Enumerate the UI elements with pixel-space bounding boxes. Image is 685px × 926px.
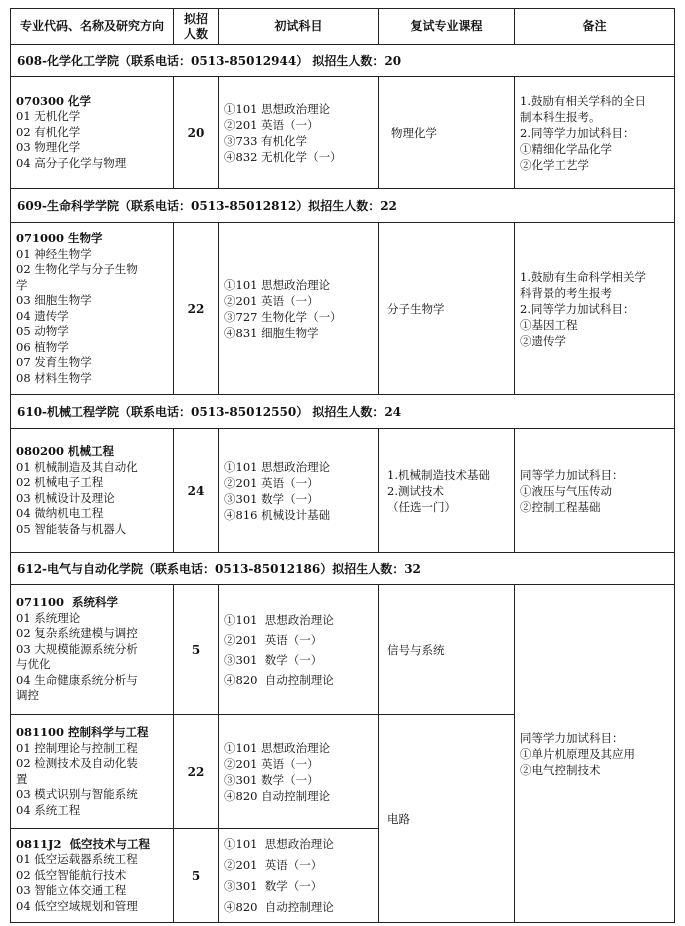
exam-subject: ①101 思想政治理论 — [224, 740, 331, 755]
direction: 03 智能立体交通工程 — [16, 883, 127, 898]
exam-subject: ①101 思想政治理论 — [224, 101, 331, 116]
major-cell — [11, 829, 174, 923]
major-title: 081100 控制科学与工程 — [16, 725, 149, 739]
retest-courses — [379, 429, 515, 553]
direction: 04 遗传学 — [16, 308, 69, 323]
note-line: ①基因工程 — [520, 317, 578, 332]
exam-subject: ④820 自动控制理论 — [224, 672, 334, 687]
direction: 调控 — [16, 688, 39, 703]
section-row-610 — [11, 395, 675, 429]
header-count: 拟招人数 — [174, 9, 219, 45]
retest-course: 电路 — [379, 715, 515, 923]
retest-line: （任选一门） — [387, 499, 456, 514]
exam-subject: ②201 英语（一） — [224, 756, 319, 771]
header-major: 专业代码、名称及研究方向 — [11, 9, 174, 45]
notes-cell — [515, 223, 675, 395]
exam-subject: ④816 机械设计基础 — [224, 507, 331, 522]
direction: 02 有机化学 — [16, 124, 81, 139]
section-row-609 — [11, 189, 675, 223]
note-line: 2.同等学力加试科目： — [520, 125, 635, 140]
note-line: ①单片机原理及其应用 — [520, 746, 635, 761]
direction: 06 植物学 — [16, 339, 69, 354]
exam-subject: ④832 无机化学（一） — [224, 149, 342, 164]
major-cell — [11, 715, 174, 829]
direction: 01 控制理论与控制工程 — [16, 740, 138, 755]
direction: 学 — [16, 277, 28, 292]
major-cell — [11, 429, 174, 553]
exam-subject: ①101 思想政治理论 — [224, 277, 331, 292]
direction: 01 机械制造及其自动化 — [16, 459, 138, 474]
exam-subject: ①101 思想政治理论 — [224, 612, 334, 627]
notes-cell — [515, 429, 675, 553]
direction: 02 机械电子工程 — [16, 475, 104, 489]
direction: 08 材料生物学 — [16, 370, 92, 385]
direction: 与优化 — [16, 657, 51, 672]
retest-line: 1.机械制造技术基础 — [387, 467, 490, 482]
retest-course: 信号与系统 — [379, 585, 515, 715]
direction: 05 智能装备与机器人 — [16, 521, 127, 536]
direction: 02 检测技术及自动化装 — [16, 756, 138, 770]
exam-subject: ③301 数学（一） — [224, 652, 323, 667]
note-line: ②控制工程基础 — [520, 499, 601, 514]
exam-subject: ④831 细胞生物学 — [224, 325, 319, 340]
note-line: 1.鼓励有相关学科的全日 — [520, 93, 646, 108]
enrollment-count: 20 — [174, 77, 219, 189]
direction: 02 低空智能航行技术 — [16, 867, 127, 882]
major-title: 080200 机械工程 — [16, 444, 115, 458]
section-title: 610-机械工程学院（联系电话：0513-85012550） 拟招生人数：24 — [11, 395, 675, 429]
note-line: ②遗传学 — [520, 333, 566, 348]
exam-subjects — [219, 429, 379, 553]
major-cell — [11, 77, 174, 189]
exam-subjects — [219, 223, 379, 395]
direction: 03 机械设计及理论 — [16, 490, 115, 505]
header-exam: 初试科目 — [219, 9, 379, 45]
enrollment-count: 5 — [174, 829, 219, 923]
section-row-608 — [11, 45, 675, 77]
admissions-table — [10, 8, 675, 923]
note-line: ②化学工艺学 — [520, 157, 589, 172]
enrollment-count: 22 — [174, 223, 219, 395]
direction: 03 大规模能源系统分析 — [16, 641, 138, 656]
header-row — [11, 9, 675, 45]
direction: 04 高分子化学与物理 — [16, 155, 127, 170]
exam-subject: ②201 英语（一） — [224, 293, 319, 308]
exam-subjects — [219, 715, 379, 829]
retest-course: 分子生物学 — [379, 223, 515, 395]
program-row-chemistry — [11, 77, 675, 189]
direction: 04 微纳机电工程 — [16, 506, 104, 520]
exam-subject: ②201 英语（一） — [224, 632, 323, 647]
major-title: 0811J2 低空技术与工程 — [16, 836, 150, 851]
direction: 04 系统工程 — [16, 802, 81, 817]
note-line: 2.同等学力加试科目： — [520, 301, 635, 316]
note-line: 制本科生报考。 — [520, 109, 601, 124]
exam-subject: ②201 英语（一） — [224, 117, 319, 132]
direction: 置 — [16, 771, 28, 786]
notes-cell-electrical — [515, 585, 675, 923]
note-line: ①精细化学品化学 — [520, 141, 612, 156]
note-line: 同等学力加试科目： — [520, 730, 624, 745]
enrollment-count: 24 — [174, 429, 219, 553]
program-row-biology — [11, 223, 675, 395]
notes-cell — [515, 77, 675, 189]
major-title: 070300 化学 — [16, 93, 92, 108]
major-title: 071000 生物学 — [16, 231, 103, 245]
enrollment-count: 5 — [174, 585, 219, 715]
direction: 04 生命健康系统分析与 — [16, 672, 138, 687]
exam-subject: ③301 数学（一） — [224, 878, 323, 893]
exam-subject: ②201 英语（一） — [224, 475, 319, 490]
section-title: 609-生命科学学院（联系电话：0513-85012812）拟招生人数：22 — [11, 189, 675, 223]
exam-subject: ③733 有机化学 — [224, 133, 308, 148]
direction: 01 无机化学 — [16, 109, 81, 124]
note-line: 同等学力加试科目： — [520, 467, 624, 482]
direction: 02 生物化学与分子生物 — [16, 262, 138, 276]
section-title: 608-化学化工学院（联系电话：0513-85012944） 拟招生人数：20 — [11, 45, 675, 77]
exam-subject: ①101 思想政治理论 — [224, 836, 334, 851]
header-retest: 复试专业课程 — [379, 9, 515, 45]
program-row-systems-science — [11, 585, 675, 715]
direction: 03 细胞生物学 — [16, 293, 92, 307]
exam-subject: ④820 自动控制理论 — [224, 899, 334, 914]
direction: 01 神经生物学 — [16, 246, 92, 261]
exam-subject: ③727 生物化学（一） — [224, 309, 342, 324]
program-row-mechanical — [11, 429, 675, 553]
header-notes: 备注 — [515, 9, 675, 45]
direction: 01 系统理论 — [16, 610, 81, 625]
direction: 04 低空空域规划和管理 — [16, 898, 138, 913]
major-cell — [11, 223, 174, 395]
note-line: ②电气控制技术 — [520, 762, 601, 777]
direction: 05 动物学 — [16, 324, 69, 338]
note-line: 1.鼓励有生命科学相关学 — [520, 269, 646, 284]
direction: 02 复杂系统建模与调控 — [16, 626, 138, 641]
note-line: ①液压与气压传动 — [520, 483, 612, 498]
direction: 01 低空运载器系统工程 — [16, 852, 138, 867]
exam-subjects — [219, 829, 379, 923]
direction: 03 物理化学 — [16, 140, 81, 155]
exam-subjects — [219, 585, 379, 715]
exam-subjects — [219, 77, 379, 189]
exam-subject: ③301 数学（一） — [224, 772, 319, 787]
enrollment-count: 22 — [174, 715, 219, 829]
retest-line: 2.测试技术 — [387, 483, 444, 498]
major-cell — [11, 585, 174, 715]
direction: 07 发育生物学 — [16, 355, 92, 369]
exam-subject: ①101 思想政治理论 — [224, 459, 331, 474]
major-title: 071100 系统科学 — [16, 595, 119, 610]
section-row-612 — [11, 553, 675, 585]
retest-course: 物理化学 — [379, 77, 515, 189]
direction: 03 模式识别与智能系统 — [16, 787, 138, 801]
exam-subject: ②201 英语（一） — [224, 857, 323, 872]
section-title: 612-电气与自动化学院（联系电话：0513-85012186）拟招生人数：32 — [11, 553, 675, 585]
exam-subject: ③301 数学（一） — [224, 491, 319, 506]
exam-subject: ④820 自动控制理论 — [224, 788, 331, 803]
note-line: 科背景的考生报考 — [520, 285, 612, 300]
